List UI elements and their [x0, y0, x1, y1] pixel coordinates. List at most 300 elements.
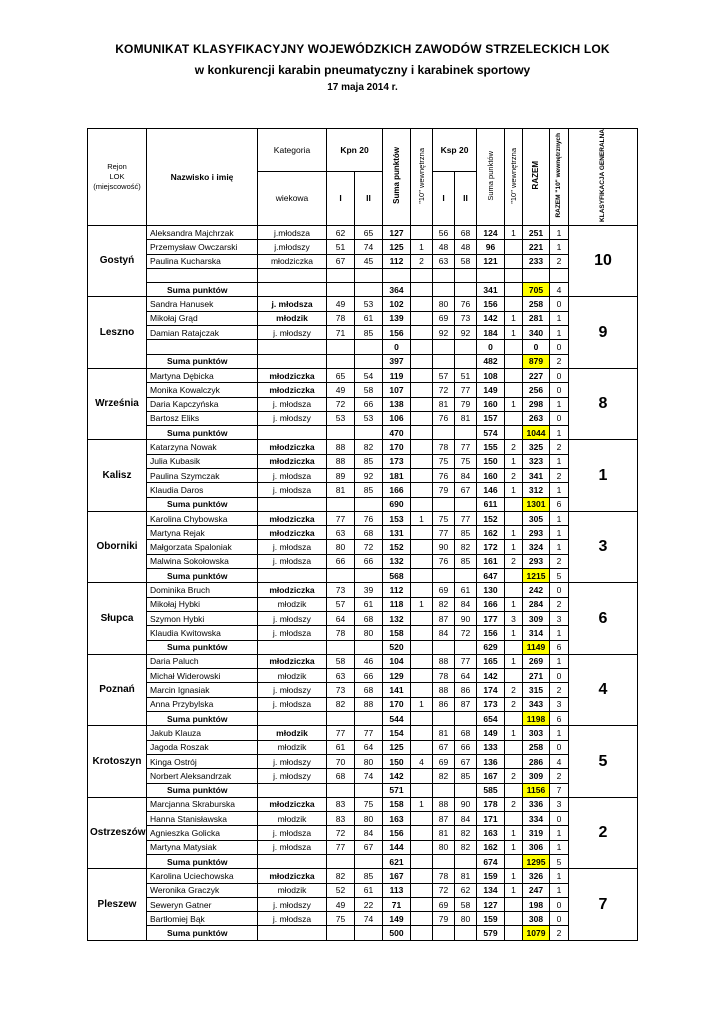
ksp-2: 66 [455, 740, 477, 754]
total-tens: 2 [550, 769, 569, 783]
ksp-tens [505, 411, 523, 425]
ksp-2: 92 [455, 326, 477, 340]
table-row [88, 526, 638, 540]
sum-total: 1079 [523, 926, 550, 940]
total-tens: 1 [550, 225, 569, 239]
ksp-tens [505, 383, 523, 397]
sum-row [88, 640, 638, 654]
competitor-name: Klaudia Kwitowska [147, 626, 258, 640]
competitor-name: Julia Kubasik [147, 454, 258, 468]
sum-category [258, 283, 327, 297]
kpn-1: 68 [327, 769, 355, 783]
table-header [88, 129, 638, 226]
ksp-2: 84 [455, 812, 477, 826]
kpn-tens [411, 297, 433, 311]
sum-kpn: 470 [383, 426, 411, 440]
kpn-sum: 106 [383, 411, 411, 425]
rejon-cell: Kalisz [88, 440, 147, 511]
table-row [88, 654, 638, 668]
ksp-sum: 159 [477, 869, 505, 883]
sum-ksp-2 [455, 640, 477, 654]
ksp-tens [505, 897, 523, 911]
kpn-sum: 102 [383, 297, 411, 311]
total: 269 [523, 654, 550, 668]
kpn-tens [411, 526, 433, 540]
kpn-1: 82 [327, 697, 355, 711]
kpn-tens [411, 897, 433, 911]
sum-kpn-tens [411, 640, 433, 654]
kpn-sum: 156 [383, 326, 411, 340]
competitor-name: Hanna Stanisławska [147, 812, 258, 826]
sum-total: 1215 [523, 569, 550, 583]
rejon-cell: Gostyń [88, 225, 147, 296]
ksp-2: 84 [455, 597, 477, 611]
total-tens: 3 [550, 611, 569, 625]
total: 305 [523, 511, 550, 525]
ksp-sum: 96 [477, 240, 505, 254]
kpn-sum: 173 [383, 454, 411, 468]
ksp-sum: 136 [477, 754, 505, 768]
kpn-sum: 132 [383, 611, 411, 625]
sum-kpn-1 [327, 497, 355, 511]
kpn-2: 85 [355, 454, 383, 468]
category: j. młodsza [258, 912, 327, 926]
general-place: 10 [569, 225, 638, 296]
ksp-sum: 150 [477, 454, 505, 468]
table-row [88, 769, 638, 783]
kpn-tens [411, 411, 433, 425]
sum-ksp-tens [505, 712, 523, 726]
category: młodzik [258, 597, 327, 611]
kpn-tens [411, 583, 433, 597]
table-row [88, 368, 638, 382]
kpn-sum: 170 [383, 697, 411, 711]
table-row [88, 726, 638, 740]
sum-kpn-1 [327, 640, 355, 654]
table-row [88, 511, 638, 525]
kpn-sum: 112 [383, 254, 411, 268]
ksp-sum: 149 [477, 383, 505, 397]
ksp-sum: 149 [477, 726, 505, 740]
total-tens: 0 [550, 368, 569, 382]
total-tens: 1 [550, 826, 569, 840]
category: j. młodszy [258, 411, 327, 425]
kpn-1: 58 [327, 654, 355, 668]
sum-row [88, 855, 638, 869]
sum-kpn-2 [355, 426, 383, 440]
rejon-cell: Pleszew [88, 869, 147, 940]
total-tens: 0 [550, 740, 569, 754]
sum-label: Suma punktów [147, 926, 258, 940]
ksp-tens: 1 [505, 869, 523, 883]
sum-kpn: 500 [383, 926, 411, 940]
kpn-sum: 138 [383, 397, 411, 411]
table-row [88, 840, 638, 854]
total-tens: 0 [550, 669, 569, 683]
sum-total-tens: 2 [550, 354, 569, 368]
total-tens: 3 [550, 797, 569, 811]
ksp-tens: 1 [505, 883, 523, 897]
kpn-sum: 158 [383, 626, 411, 640]
sum-ksp-tens [505, 426, 523, 440]
total-tens: 0 [550, 411, 569, 425]
kpn-2: 46 [355, 654, 383, 668]
ksp-2: 77 [455, 654, 477, 668]
total-tens: 1 [550, 869, 569, 883]
ksp-1: 75 [433, 511, 455, 525]
total-tens: 0 [550, 912, 569, 926]
category: j. młodszy [258, 611, 327, 625]
table-row [88, 468, 638, 482]
ksp-1: 69 [433, 754, 455, 768]
total-tens: 1 [550, 540, 569, 554]
ksp-sum: 121 [477, 254, 505, 268]
ksp-1: 88 [433, 654, 455, 668]
sum-kpn-tens [411, 783, 433, 797]
kpn-2: 76 [355, 511, 383, 525]
ksp-sum: 159 [477, 912, 505, 926]
kpn-tens [411, 440, 433, 454]
total-tens: 0 [550, 383, 569, 397]
sum-kpn-2 [355, 569, 383, 583]
kpn-sum: 119 [383, 368, 411, 382]
ksp-1: 63 [433, 254, 455, 268]
kpn-2: 45 [355, 254, 383, 268]
competitor-name: Paulina Szymczak [147, 468, 258, 482]
sum-kpn-2 [355, 354, 383, 368]
competitor-name: Karolina Uciechowska [147, 869, 258, 883]
table-row [88, 912, 638, 926]
ksp-2: 58 [455, 254, 477, 268]
ksp-1: 76 [433, 554, 455, 568]
kpn-2: 66 [355, 669, 383, 683]
kpn-2: 68 [355, 526, 383, 540]
sum-ksp-tens [505, 354, 523, 368]
category: młodzik [258, 726, 327, 740]
kpn-1: 53 [327, 411, 355, 425]
kpn-sum: 153 [383, 511, 411, 525]
table-row [88, 311, 638, 325]
ksp-sum: 127 [477, 897, 505, 911]
category: młodziczka [258, 869, 327, 883]
sum-label: Suma punktów [147, 283, 258, 297]
table-row [88, 254, 638, 268]
kpn-1: 88 [327, 440, 355, 454]
table-body [88, 225, 638, 940]
kpn-1: 78 [327, 311, 355, 325]
total [523, 268, 550, 282]
table-row [88, 297, 638, 311]
ksp-1: 88 [433, 683, 455, 697]
kpn-2: 58 [355, 383, 383, 397]
kpn-tens: 1 [411, 511, 433, 525]
kpn-2: 54 [355, 368, 383, 382]
ksp-tens: 2 [505, 554, 523, 568]
ksp-tens: 1 [505, 483, 523, 497]
sum-label: Suma punktów [147, 426, 258, 440]
general-place: 4 [569, 654, 638, 725]
kpn-1: 63 [327, 526, 355, 540]
kpn-2: 61 [355, 883, 383, 897]
sum-kpn-1 [327, 855, 355, 869]
category: młodziczka [258, 254, 327, 268]
ksp-1: 81 [433, 826, 455, 840]
ksp-sum: 167 [477, 769, 505, 783]
ksp-tens: 1 [505, 540, 523, 554]
sum-ksp: 674 [477, 855, 505, 869]
kpn-sum: 152 [383, 540, 411, 554]
table-row [88, 326, 638, 340]
ksp-sum: 108 [477, 368, 505, 382]
ksp-tens: 2 [505, 697, 523, 711]
ksp-sum: 124 [477, 225, 505, 239]
sum-kpn-tens [411, 497, 433, 511]
kpn-1: 82 [327, 869, 355, 883]
results-table [87, 128, 638, 941]
kpn-tens [411, 383, 433, 397]
category: j. młodsza [258, 297, 327, 311]
sum-label: Suma punktów [147, 712, 258, 726]
competitor-name: Szymon Hybki [147, 611, 258, 625]
total: 314 [523, 626, 550, 640]
sum-ksp-tens [505, 283, 523, 297]
kpn-2: 67 [355, 840, 383, 854]
sum-total-tens: 5 [550, 855, 569, 869]
kpn-sum: 112 [383, 583, 411, 597]
sum-ksp-2 [455, 926, 477, 940]
sum-category [258, 497, 327, 511]
ksp-sum: 171 [477, 812, 505, 826]
ksp-2: 68 [455, 225, 477, 239]
total-tens: 2 [550, 554, 569, 568]
category: młodziczka [258, 440, 327, 454]
table-row [88, 583, 638, 597]
kpn-2: 75 [355, 797, 383, 811]
kpn-1: 73 [327, 683, 355, 697]
ksp-tens: 3 [505, 611, 523, 625]
sum-label: Suma punktów [147, 497, 258, 511]
kpn-2: 80 [355, 754, 383, 768]
kpn-tens [411, 611, 433, 625]
rejon-cell: Ostrzeszów [88, 797, 147, 868]
total-tens: 1 [550, 626, 569, 640]
total: 284 [523, 597, 550, 611]
category: młodzik [258, 883, 327, 897]
sum-category [258, 855, 327, 869]
sum-ksp-1 [433, 569, 455, 583]
competitor-name: Norbert Aleksandrzak [147, 769, 258, 783]
kpn-1: 62 [327, 225, 355, 239]
col-kategoria: Kategoria [258, 129, 327, 172]
kpn-sum: 167 [383, 869, 411, 883]
category: młodziczka [258, 654, 327, 668]
total-tens: 0 [550, 340, 569, 354]
ksp-sum: 163 [477, 826, 505, 840]
category: j. młodszy [258, 897, 327, 911]
competitor-name: Karolina Chybowska [147, 511, 258, 525]
ksp-sum: 160 [477, 468, 505, 482]
kpn-1: 72 [327, 397, 355, 411]
kpn-2: 65 [355, 225, 383, 239]
col-suma-kpn: Suma punktów [383, 129, 411, 226]
competitor-name: Mikołaj Grąd [147, 311, 258, 325]
col-suma-ksp: Suma punktów [477, 129, 505, 226]
sum-total: 1295 [523, 855, 550, 869]
category: j. młodsza [258, 540, 327, 554]
kpn-1: 77 [327, 511, 355, 525]
ksp-sum: 157 [477, 411, 505, 425]
table-row [88, 240, 638, 254]
category: młodziczka [258, 526, 327, 540]
ksp-tens: 1 [505, 726, 523, 740]
kpn-tens [411, 683, 433, 697]
kpn-2: 39 [355, 583, 383, 597]
kpn-sum: 141 [383, 683, 411, 697]
sum-kpn-tens [411, 855, 433, 869]
ksp-tens: 1 [505, 397, 523, 411]
ksp-sum: 173 [477, 697, 505, 711]
ksp-tens: 1 [505, 597, 523, 611]
ksp-tens [505, 812, 523, 826]
sum-total-tens: 6 [550, 712, 569, 726]
category: j. młodsza [258, 840, 327, 854]
ksp-2: 62 [455, 883, 477, 897]
competitor-name: Katarzyna Nowak [147, 440, 258, 454]
ksp-1: 75 [433, 454, 455, 468]
kpn-1: 81 [327, 483, 355, 497]
total: 293 [523, 526, 550, 540]
kpn-1: 77 [327, 726, 355, 740]
col-razem10: RAZEM "10" wewnętrznych [550, 129, 569, 226]
sum-category [258, 640, 327, 654]
kpn-sum: 166 [383, 483, 411, 497]
kpn-1: 65 [327, 368, 355, 382]
table-row [88, 683, 638, 697]
kpn-1: 80 [327, 540, 355, 554]
ksp-tens [505, 912, 523, 926]
competitor-name: Bartosz Eliks [147, 411, 258, 425]
ksp-2: 61 [455, 583, 477, 597]
rejon-cell: Poznań [88, 654, 147, 725]
sum-total: 1301 [523, 497, 550, 511]
ksp-1 [433, 340, 455, 354]
sum-ksp-2 [455, 354, 477, 368]
competitor-name: Przemysław Owczarski [147, 240, 258, 254]
competitor-name: Aleksandra Majchrzak [147, 225, 258, 239]
table-row [88, 554, 638, 568]
kpn-tens [411, 454, 433, 468]
kpn-tens [411, 912, 433, 926]
sum-total: 879 [523, 354, 550, 368]
sum-ksp: 482 [477, 354, 505, 368]
kpn-1: 52 [327, 883, 355, 897]
total-tens: 1 [550, 240, 569, 254]
ksp-1 [433, 268, 455, 282]
ksp-2: 72 [455, 626, 477, 640]
ksp-2: 85 [455, 554, 477, 568]
competitor-name: Bartłomiej Bąk [147, 912, 258, 926]
ksp-1: 69 [433, 583, 455, 597]
table-row [88, 883, 638, 897]
ksp-2: 80 [455, 912, 477, 926]
ksp-2: 64 [455, 669, 477, 683]
ksp-sum: 156 [477, 626, 505, 640]
kpn-2: 80 [355, 626, 383, 640]
ksp-sum: 161 [477, 554, 505, 568]
sum-kpn-tens [411, 712, 433, 726]
ksp-1: 77 [433, 526, 455, 540]
kpn-1: 83 [327, 797, 355, 811]
ksp-1: 79 [433, 483, 455, 497]
total-tens: 1 [550, 654, 569, 668]
table-row [88, 440, 638, 454]
total-tens: 4 [550, 754, 569, 768]
ksp-1: 82 [433, 769, 455, 783]
ksp-tens: 1 [505, 526, 523, 540]
total-tens: 0 [550, 897, 569, 911]
sum-row [88, 354, 638, 368]
ksp-1: 80 [433, 840, 455, 854]
kpn-sum: 156 [383, 826, 411, 840]
ksp-1: 81 [433, 397, 455, 411]
kpn-2: 53 [355, 411, 383, 425]
col-klasyfikacja: KLASYFIKACJA GENERALNA [569, 129, 638, 226]
ksp-tens: 2 [505, 797, 523, 811]
sum-label: Suma punktów [147, 354, 258, 368]
ksp-2: 77 [455, 440, 477, 454]
kpn-1: 49 [327, 383, 355, 397]
ksp-tens: 1 [505, 225, 523, 239]
ksp-2: 77 [455, 383, 477, 397]
total: 303 [523, 726, 550, 740]
competitor-name: Dominika Bruch [147, 583, 258, 597]
total: 233 [523, 254, 550, 268]
total: 323 [523, 454, 550, 468]
ksp-1: 88 [433, 797, 455, 811]
ksp-2: 51 [455, 368, 477, 382]
kpn-tens [411, 368, 433, 382]
kpn-sum: 104 [383, 654, 411, 668]
sum-total: 1198 [523, 712, 550, 726]
total: 298 [523, 397, 550, 411]
ksp-tens [505, 340, 523, 354]
ksp-sum: 178 [477, 797, 505, 811]
ksp-sum: 160 [477, 397, 505, 411]
sum-kpn-tens [411, 569, 433, 583]
document-title: KOMUNIKAT KLASYFIKACYJNY WOJEWÓDZKICH ZAWODÓW STRZELECKICH LOK [115, 42, 610, 56]
competitor-name: Daria Paluch [147, 654, 258, 668]
col-ten-ksp: "10" wewnętrzna [505, 129, 523, 226]
kpn-sum: 158 [383, 797, 411, 811]
kpn-tens [411, 883, 433, 897]
ksp-2: 67 [455, 754, 477, 768]
kpn-2 [355, 340, 383, 354]
total: 306 [523, 840, 550, 854]
kpn-2: 77 [355, 726, 383, 740]
competitor-name: Mikołaj Hybki [147, 597, 258, 611]
kpn-sum: 0 [383, 340, 411, 354]
ksp-2: 58 [455, 897, 477, 911]
kpn-sum: 139 [383, 311, 411, 325]
ksp-2: 82 [455, 840, 477, 854]
competitor-name: Marcin Ignasiak [147, 683, 258, 697]
ksp-sum: 162 [477, 840, 505, 854]
total: 258 [523, 740, 550, 754]
sum-ksp: 654 [477, 712, 505, 726]
kpn-tens [411, 311, 433, 325]
table-row [88, 697, 638, 711]
total-tens: 1 [550, 526, 569, 540]
